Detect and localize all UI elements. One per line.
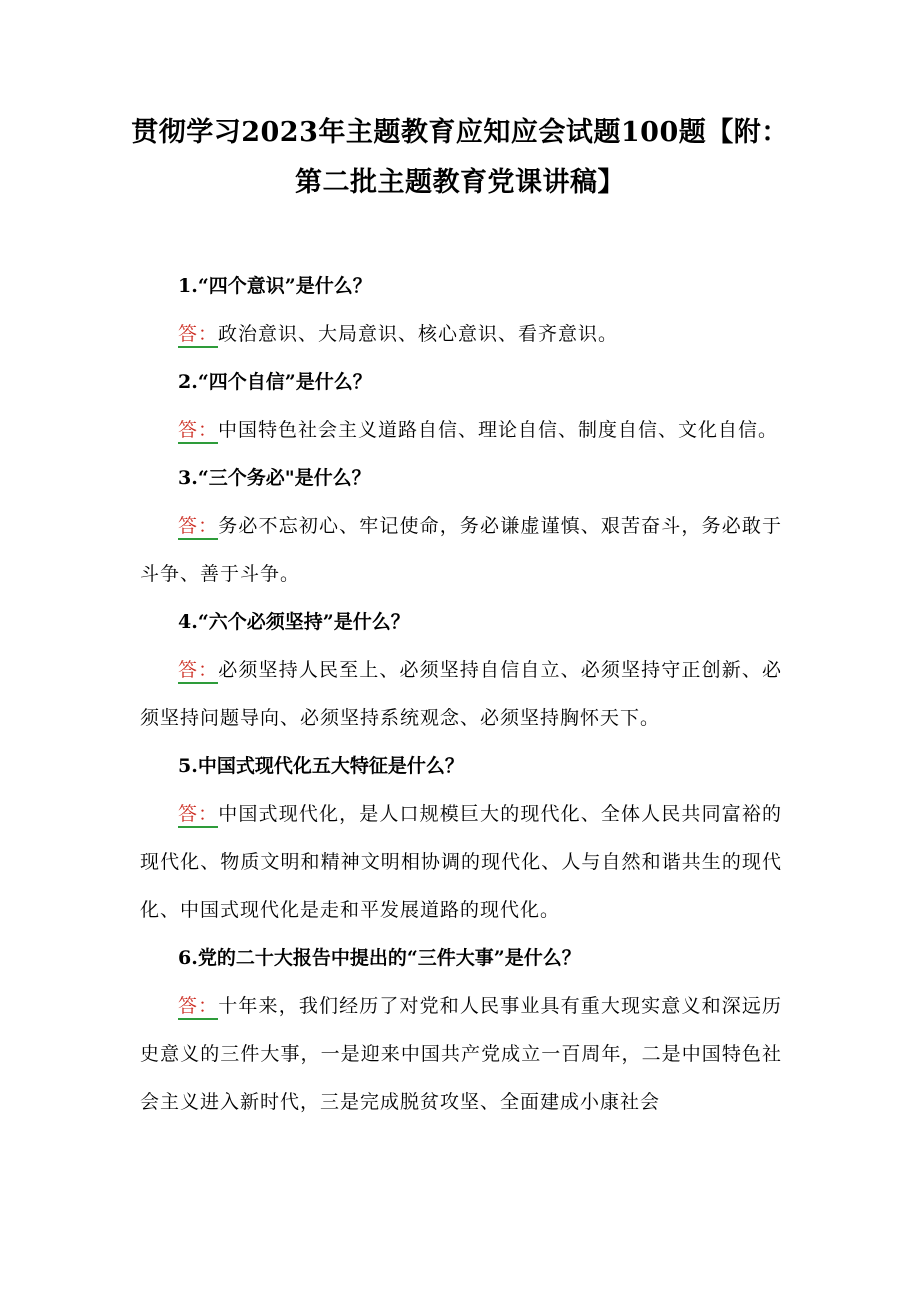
answer-4 xyxy=(140,646,782,742)
answer-text: 必须坚持人民至上、必须坚持自信自立、必须坚持守正创新、必须坚持问题导向、必须坚持系统观念、必须坚持胸怀天下。 xyxy=(140,659,782,729)
answer-5 xyxy=(140,790,782,934)
answer-label: 答： xyxy=(178,515,218,540)
answer-label: 答： xyxy=(178,323,218,348)
document-title xyxy=(120,108,800,208)
answer-6 xyxy=(140,982,782,1126)
answer-text: 中国式现代化，是人口规模巨大的现代化、全体人民共同富裕的现代化、物质文明和精神文明相协调的现代化、人与自然和谐共生的现代化、中国式现代化是走和平发展道路的现代化。 xyxy=(140,803,782,921)
qa-list xyxy=(140,262,782,1126)
answer-text: 中国特色社会主义道路自信、理论自信、制度自信、文化自信。 xyxy=(218,419,779,441)
answer-3 xyxy=(140,502,782,598)
question-2: 2.“四个自信”是什么？ xyxy=(178,371,372,393)
question-6: 6.党的二十大报告中提出的“三件大事”是什么？ xyxy=(178,947,581,969)
answer-text: 务必不忘初心、牢记使命，务必谦虚谨慎、艰苦奋斗，务必敢于斗争、善于斗争。 xyxy=(140,515,782,585)
answer-label: 答： xyxy=(178,659,218,684)
answer-label: 答： xyxy=(178,995,218,1020)
answer-label: 答： xyxy=(178,803,218,828)
answer-1 xyxy=(140,310,782,358)
answer-2 xyxy=(140,406,782,454)
title-line-1: 贯彻学习2023年主题教育应知应会试题100题【附： xyxy=(131,117,789,148)
question-3: 3.“三个务必"是什么？ xyxy=(178,467,371,489)
question-1: 1.“四个意识”是什么？ xyxy=(178,275,372,297)
question-5: 5.中国式现代化五大特征是什么？ xyxy=(178,755,464,777)
question-4: 4.“六个必须坚持”是什么？ xyxy=(178,611,410,633)
title-line-2: 第二批主题教育党课讲稿】 xyxy=(295,167,625,198)
answer-text: 政治意识、大局意识、核心意识、看齐意识。 xyxy=(218,323,619,345)
answer-label: 答： xyxy=(178,419,218,444)
answer-text: 十年来，我们经历了对党和人民事业具有重大现实意义和深远历史意义的三件大事，一是迎来中国共产党成立一百周年，二是中国特色社会主义进入新时代，三是完成脱贫攻坚、全面建成小康社会 xyxy=(140,995,782,1113)
